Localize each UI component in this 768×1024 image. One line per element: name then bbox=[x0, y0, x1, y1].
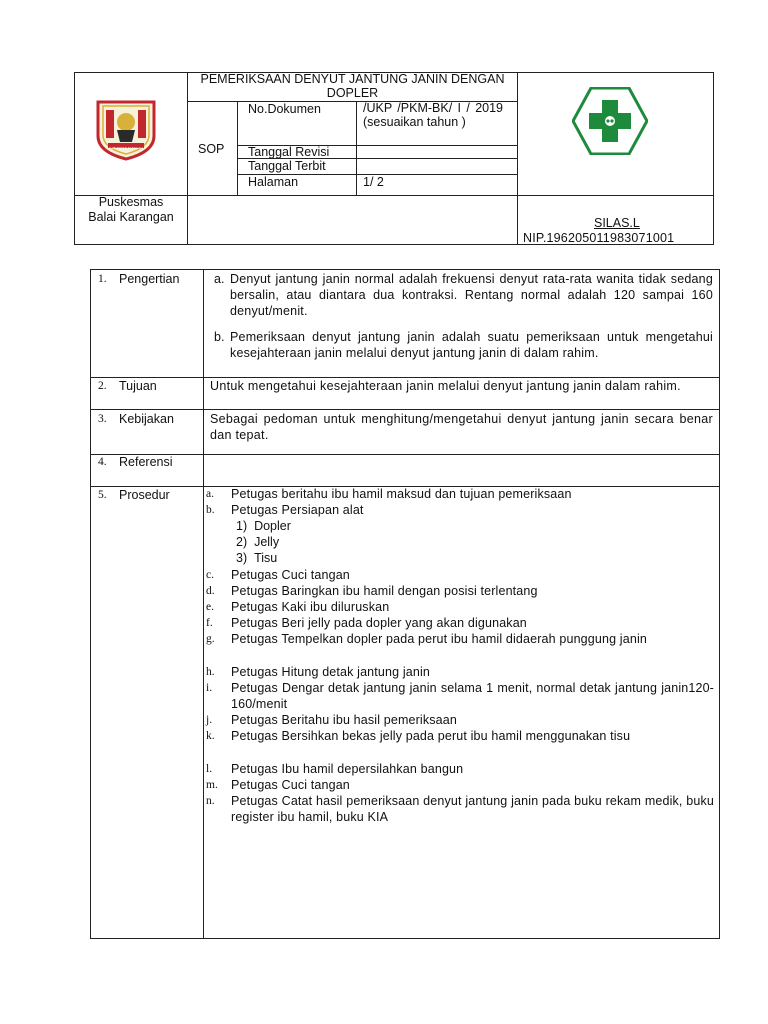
list-text: Petugas Ibu hamil depersilahkan bangun bbox=[231, 762, 464, 776]
sop-title: PEMERIKSAAN DENYUT JANTUNG JANIN DENGAN DOPLER bbox=[200, 72, 505, 100]
tool-item-3 bbox=[236, 550, 277, 566]
prosedur-step-k bbox=[206, 728, 714, 744]
prosedur-step-b bbox=[206, 502, 714, 518]
list-marker: a. bbox=[214, 272, 225, 286]
list-text: Denyut jantung janin normal adalah frekuensi denyut rata-rata wanita tidak sedang bersalin, atau diantara dua kontraksi. Rentang normal adalah 120 sampai 160 denyut/menit. bbox=[230, 272, 713, 318]
tool-text: Tisu bbox=[254, 551, 278, 565]
kebijakan-text: Sebagai pedoman untuk menghitung/mengetahui denyut jantung janin secara benar dan tepat. bbox=[210, 412, 713, 442]
list-text: Petugas Beritahu ibu hasil pemeriksaan bbox=[231, 713, 457, 727]
list-marker: c. bbox=[206, 569, 214, 581]
page-label: Halaman bbox=[248, 175, 299, 189]
list-text: Petugas Persiapan alat bbox=[231, 503, 364, 517]
tool-text: Dopler bbox=[254, 519, 291, 533]
doc-number-label: No.Dokumen bbox=[248, 102, 321, 116]
section-number: 5. bbox=[98, 489, 107, 501]
pengertian-item-b bbox=[214, 329, 713, 361]
list-text: Petugas Beri jelly pada dopler yang akan digunakan bbox=[231, 616, 527, 630]
prosedur-step-f bbox=[206, 615, 714, 631]
list-marker: b. bbox=[206, 504, 215, 516]
list-text: Petugas Tempelkan dopler pada perut ibu hamil didaerah punggung janin bbox=[231, 632, 647, 646]
prosedur-step-d bbox=[206, 583, 714, 599]
regency-logo-text: KABUPATEN SANGGAU bbox=[109, 146, 143, 150]
tujuan-text: Untuk mengetahui kesejahteraan janin melalui denyut jantung janin dalam rahim. bbox=[210, 379, 681, 393]
list-marker: k. bbox=[206, 730, 215, 742]
tool-marker: 2) bbox=[236, 535, 248, 549]
section-number: 2. bbox=[98, 380, 107, 392]
section-label: Pengertian bbox=[119, 272, 180, 286]
prosedur-step-l bbox=[206, 761, 714, 777]
section-number: 3. bbox=[98, 413, 107, 425]
prosedur-step-c bbox=[206, 567, 714, 583]
tool-item-2 bbox=[236, 534, 279, 550]
list-text: Petugas Dengar detak jantung janin selama 1 menit, normal detak jantung janin120-160/menit bbox=[231, 681, 714, 711]
tool-marker: 1) bbox=[236, 519, 248, 533]
sop-label: SOP bbox=[198, 142, 225, 156]
list-marker: g. bbox=[206, 633, 215, 645]
list-marker: b. bbox=[214, 330, 225, 344]
signer-name: SILAS.L bbox=[594, 216, 640, 230]
page-value: 1/ 2 bbox=[363, 175, 384, 189]
regency-logo bbox=[90, 96, 162, 162]
list-text: Petugas Bersihkan bekas jelly pada perut ibu hamil menggunakan tisu bbox=[231, 729, 631, 743]
list-text: Petugas Baringkan ibu hamil dengan posisi terlentang bbox=[231, 584, 538, 598]
prosedur-step-g bbox=[206, 631, 714, 647]
prosedur-step-e bbox=[206, 599, 714, 615]
list-marker: e. bbox=[206, 601, 214, 613]
prosedur-step-n bbox=[206, 793, 714, 825]
list-text: Petugas Catat hasil pemeriksaan denyut jantung janin pada buku rekam medik, buku register ibu hamil, buku KIA bbox=[231, 794, 714, 824]
doc-number-value: /UKP /PKM-BK/ I / 2019 (sesuaikan tahun ) bbox=[363, 101, 503, 129]
tool-marker: 3) bbox=[236, 551, 248, 565]
list-marker: d. bbox=[206, 585, 215, 597]
prosedur-step-h bbox=[206, 664, 714, 680]
list-marker: f. bbox=[206, 617, 213, 629]
section-number: 4. bbox=[98, 456, 107, 468]
list-marker: m. bbox=[206, 779, 218, 791]
list-text: Petugas Cuci tangan bbox=[231, 568, 350, 582]
list-text: Petugas beritahu ibu hamil maksud dan tujuan pemeriksaan bbox=[231, 487, 572, 501]
tool-text: Jelly bbox=[254, 535, 280, 549]
list-text: Petugas Cuci tangan bbox=[231, 778, 350, 792]
list-text: Pemeriksaan denyut jantung janin adalah suatu pemeriksaan untuk mengetahui kesejahteraan janin melalui denyut jantung janin di dalam rahim. bbox=[230, 330, 713, 360]
section-label: Referensi bbox=[119, 455, 173, 469]
list-marker: h. bbox=[206, 666, 215, 678]
signer-nip: NIP.196205011983071001 bbox=[523, 231, 675, 245]
list-text: Petugas Hitung detak jantung janin bbox=[231, 665, 430, 679]
list-marker: a. bbox=[206, 488, 214, 500]
section-number: 1. bbox=[98, 273, 107, 285]
list-marker: i. bbox=[206, 682, 213, 694]
prosedur-step-j bbox=[206, 712, 714, 728]
tool-item-1 bbox=[236, 518, 291, 534]
section-label: Tujuan bbox=[119, 379, 157, 393]
list-marker: n. bbox=[206, 795, 215, 807]
list-marker: l. bbox=[206, 763, 213, 775]
puskesmas-logo-icon bbox=[572, 87, 648, 155]
section-label: Kebijakan bbox=[119, 412, 174, 426]
list-marker: j. bbox=[206, 714, 213, 726]
prosedur-step-m bbox=[206, 777, 714, 793]
section-label: Prosedur bbox=[119, 488, 170, 502]
revision-date-label: Tanggal Revisi bbox=[248, 145, 330, 159]
list-text: Petugas Kaki ibu diluruskan bbox=[231, 600, 390, 614]
facility-name: Puskesmas Balai Karangan bbox=[88, 195, 174, 224]
publish-date-label: Tanggal Terbit bbox=[248, 159, 326, 173]
prosedur-step-i bbox=[206, 680, 714, 712]
prosedur-step-a bbox=[206, 486, 714, 502]
pengertian-item-a bbox=[214, 271, 713, 319]
